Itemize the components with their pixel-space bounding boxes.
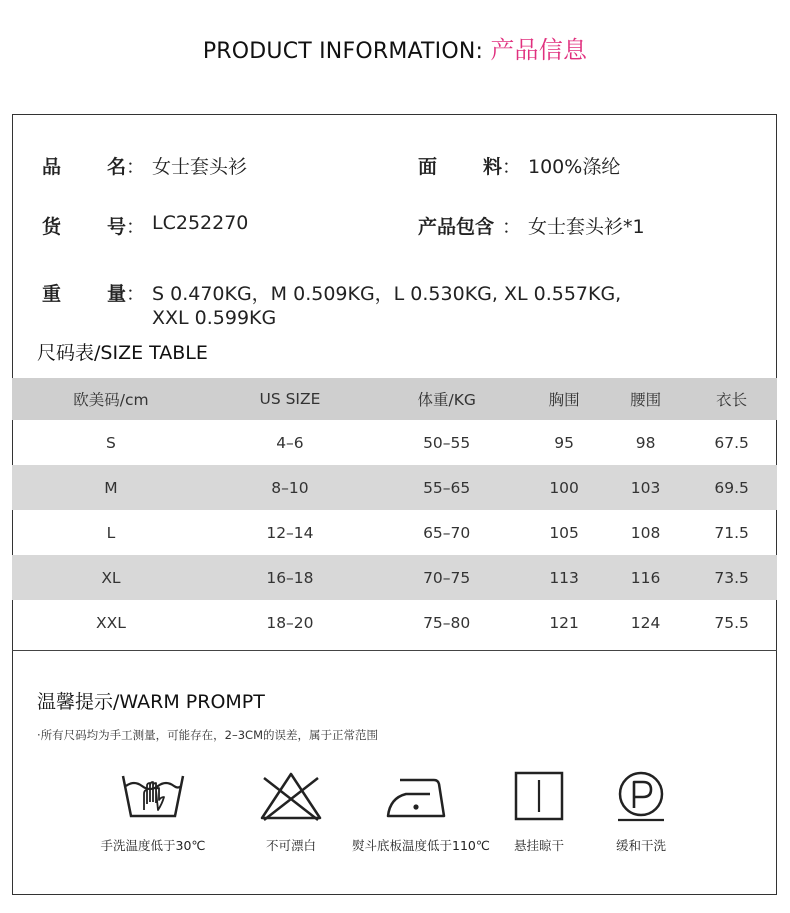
size-table-header-cell: 衣长 — [686, 378, 777, 420]
info-sku-colon: ： — [126, 216, 146, 238]
care-item-iron — [352, 770, 490, 854]
size-table-header-row — [12, 378, 777, 420]
table-cell: 16–18 — [210, 555, 370, 600]
info-package-row — [418, 212, 645, 239]
table-cell: 50–55 — [423, 433, 471, 452]
info-name-row — [42, 152, 248, 179]
warm-prompt-title: 温馨提示/WARM PROMPT — [37, 691, 265, 713]
table-cell: 18–20 — [266, 613, 314, 632]
care-item-hand-wash — [88, 770, 218, 854]
care-label: 悬挂晾干 — [513, 838, 564, 853]
size-table-header-cell: US SIZE — [210, 378, 370, 420]
table-cell: 116 — [605, 555, 686, 600]
info-sku-value: LC252270 — [152, 212, 249, 234]
size-table-header-cell: 腰围 — [605, 378, 686, 420]
table-cell: 105 — [549, 523, 579, 542]
table-cell: 113 — [523, 555, 604, 600]
info-name-colon: ： — [126, 156, 146, 178]
size-table-header-cell: 欧美码/cm — [12, 378, 210, 420]
table-cell: 71.5 — [714, 523, 749, 542]
table-cell: 108 — [630, 523, 661, 542]
info-weight-line1: S 0.470KG，M 0.509KG，L 0.530KG, XL 0.557KG, — [152, 283, 622, 305]
size-table — [12, 378, 777, 645]
info-name-value: 女士套头衫 — [152, 156, 248, 178]
size-table-header-cell: 体重/KG — [370, 378, 523, 420]
table-cell: 100 — [523, 465, 604, 510]
table-cell: 75–80 — [423, 613, 471, 632]
hang-dry-icon — [506, 770, 572, 822]
size-table-title: 尺码表/SIZE TABLE — [37, 342, 208, 364]
info-sku-label: 货 号 — [42, 216, 126, 238]
table-cell: XL — [12, 555, 210, 600]
iron-icon — [384, 770, 450, 822]
header-title-cn: 产品信息 — [490, 36, 588, 64]
table-cell: 103 — [605, 465, 686, 510]
table-cell: 121 — [549, 613, 579, 632]
table-row — [12, 420, 777, 465]
table-cell: 4–6 — [276, 433, 304, 452]
hand-wash-icon — [120, 770, 186, 822]
table-cell: M — [12, 465, 210, 510]
care-item-dry-clean — [576, 770, 706, 854]
table-cell: 124 — [630, 613, 661, 632]
no-bleach-icon — [258, 770, 324, 822]
table-cell: XXL — [96, 613, 126, 632]
info-package-value: 女士套头衫*1 — [528, 216, 645, 238]
care-label: 手洗温度低于30℃ — [100, 838, 206, 853]
info-fabric-colon: ： — [502, 156, 522, 178]
table-cell: 73.5 — [686, 555, 777, 600]
care-label: 熨斗底板温度低于110℃ — [352, 838, 490, 853]
header-title-en: PRODUCT INFORMATION: — [202, 39, 491, 64]
section-divider — [12, 650, 777, 651]
table-cell: 8–10 — [210, 465, 370, 510]
info-fabric-value: 100%涤纶 — [528, 156, 621, 178]
info-weight-label: 重 量 — [42, 283, 126, 305]
size-table-header-cell: 胸围 — [523, 378, 604, 420]
info-fabric-label: 面 料 — [418, 156, 502, 178]
table-row — [12, 465, 777, 510]
info-package-label: 产品包含 — [418, 216, 495, 238]
info-name-label: 品 名 — [42, 156, 126, 178]
info-sku-row — [42, 212, 249, 239]
table-cell: 70–75 — [370, 555, 523, 600]
table-row — [12, 510, 777, 555]
info-weight-line2: XXL 0.599KG — [152, 307, 277, 329]
care-label: 缓和干洗 — [615, 838, 666, 853]
table-cell: 65–70 — [423, 523, 471, 542]
care-label: 不可漂白 — [265, 838, 316, 853]
measurement-note: ·所有尺码均为手工测量，可能存在，2–3CM的误差，属于正常范围 — [37, 728, 378, 742]
table-cell: 98 — [635, 433, 656, 452]
table-cell: S — [106, 433, 116, 452]
info-fabric-row — [418, 152, 621, 179]
table-cell: 69.5 — [686, 465, 777, 510]
table-row — [12, 555, 777, 600]
info-weight-colon: ： — [126, 283, 146, 305]
table-cell: 12–14 — [266, 523, 314, 542]
dry-clean-p-icon — [608, 770, 674, 822]
table-cell: 67.5 — [714, 433, 749, 452]
table-cell: 95 — [554, 433, 574, 452]
table-cell: 55–65 — [370, 465, 523, 510]
table-row — [12, 600, 777, 645]
table-cell: L — [106, 523, 116, 542]
info-weight-row — [42, 279, 742, 329]
care-item-no-bleach — [226, 770, 356, 854]
table-cell: 75.5 — [714, 613, 749, 632]
info-package-colon: ： — [502, 216, 522, 238]
page-header — [0, 30, 790, 65]
